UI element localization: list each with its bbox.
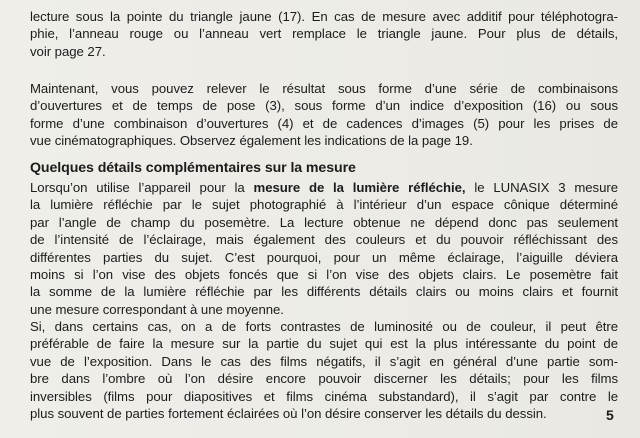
paragraph-4 bbox=[30, 318, 618, 422]
text-line: voir page 27. bbox=[30, 43, 106, 59]
text-line: vue de l’exposition. Dans le cas des films négatifs, il s’agit en général d’une partie som- bbox=[30, 353, 618, 369]
text-line: préférable de faire la mesure sur la partie du sujet qui est la plus intéressante du point de bbox=[30, 336, 618, 352]
text-run: Lorsqu’on utilise l’appareil pour la bbox=[30, 180, 254, 195]
text-line: bre dans l’ombre où l’on désire encore pouvoir discerner les détails; pour les films bbox=[30, 371, 618, 387]
text-line: Maintenant, vous pouvez relever le résultat sous forme d’une série de combinaisons bbox=[30, 81, 618, 96]
text-line: forme d’une combinaison d’ouvertures (4) et de cadences d’images (5) pour les prises de bbox=[30, 115, 618, 131]
text-line: de l’intensité de l’éclairage, mais également des couleurs et du pouvoir réfléchissant des bbox=[30, 232, 618, 248]
text-line bbox=[30, 179, 618, 196]
text-line: lecture sous la pointe du triangle jaune (17). En cas de mesure avec additif pour téléphotogra- bbox=[30, 9, 618, 24]
page-number: 5 bbox=[606, 407, 614, 423]
section-heading: Quelques détails complémentaires sur la mesure bbox=[30, 160, 356, 176]
text-line: d’ouvertures et de temps de pose (3), sous forme d’un indice d’exposition (16) ou sous bbox=[30, 98, 618, 114]
text-line: inversibles (films pour diapositives et films cinéma substandard), il s’agit par contre le bbox=[30, 388, 618, 404]
text-line: une mesure correspondant à une moyenne. bbox=[30, 301, 284, 317]
text-line: la lumière réfléchie par le sujet photographié à l’intérieur d’un espace cônique déterminé bbox=[30, 197, 618, 213]
paragraph-3 bbox=[30, 179, 618, 318]
text-line: moins si l’on vise des objets foncés que si l’on vise des objets clairs. Le posemètre fait bbox=[30, 267, 618, 283]
emphasis-text: mesure de la lumière réfléchie, bbox=[253, 180, 466, 195]
text-line: phie, l’anneau rouge ou l’anneau vert remplace le triangle jaune. Pour plus de détails, bbox=[30, 26, 618, 42]
text-line: la somme de la lumière réfléchie par les différents détails clairs ou moins clairs et fournit bbox=[30, 284, 618, 300]
text-line: vue cinématographiques. Observez également les indications de la page 19. bbox=[30, 133, 473, 149]
paragraph-2 bbox=[30, 80, 618, 150]
text-line: différentes parties du sujet. C’est pourquoi, pour un même éclairage, l’aiguille déviera bbox=[30, 249, 618, 265]
paragraph-1 bbox=[30, 8, 618, 60]
text-line: plus souvent de parties fortement éclairées où l’on désire conserver les détails du dessin. bbox=[30, 406, 547, 422]
text-line: Si, dans certains cas, on a de forts contrastes de luminosité ou de couleur, il peut être bbox=[30, 319, 618, 334]
text-line: par l’angle de champ du posemètre. La lecture obtenue ne dépend donc pas seulement bbox=[30, 214, 618, 230]
text-run: le LUNASIX 3 mesure bbox=[465, 180, 618, 195]
